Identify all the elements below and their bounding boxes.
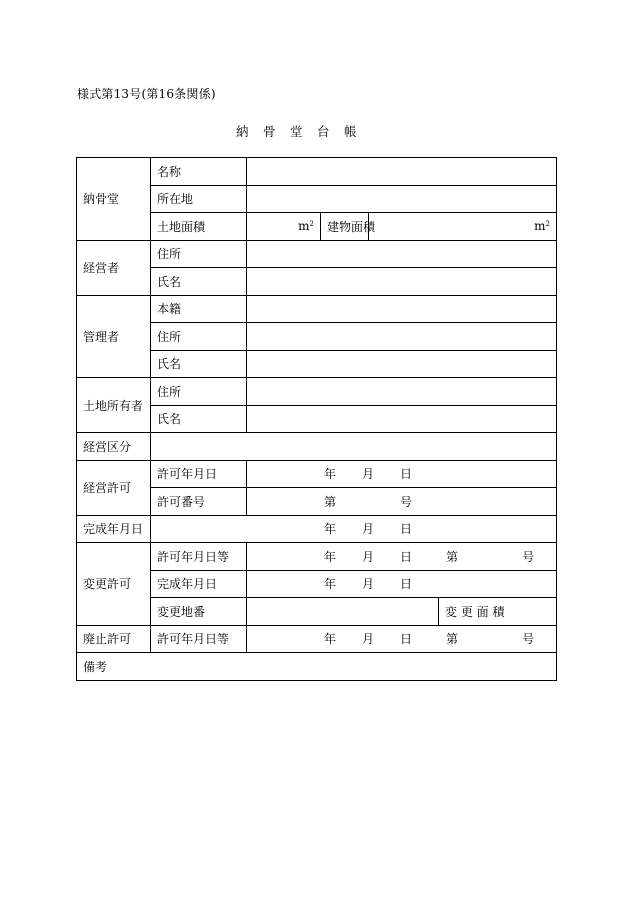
permit-section-label: 経営許可 [77,460,151,515]
manager-domicile-field[interactable] [247,295,557,323]
month-label: 月 [362,632,375,647]
document-title: 納 骨 堂 台 帳 [236,124,358,139]
building-area-label: 建物面積 [321,213,369,241]
day-label: 日 [400,549,413,564]
address-label: 住所 [151,323,247,351]
change-permit-date-label: 許可年月日等 [151,543,247,571]
permit-number-field[interactable] [247,488,557,516]
year-label: 年 [324,549,337,564]
ossuary-register-table [76,157,557,681]
table-row [77,295,557,323]
change-permit-date-field[interactable] [247,543,557,571]
month-label: 月 [362,522,375,537]
ossuary-name-field[interactable] [247,158,557,186]
permit-date-label: 許可年月日 [151,460,247,488]
year-label: 年 [324,522,337,537]
table-row [77,625,557,653]
location-label: 所在地 [151,185,247,213]
table-row [77,460,557,488]
change-completion-date-field[interactable] [247,570,557,598]
month-label: 月 [362,549,375,564]
month-label: 月 [362,577,375,592]
remarks-area[interactable] [77,653,557,681]
number-prefix-label: 第 [324,494,337,509]
table-row [77,543,557,571]
table-row [77,378,557,406]
table-row [77,158,557,186]
ossuary-section-label: 納骨堂 [77,158,151,241]
day-label: 日 [400,467,413,482]
name-label: 氏名 [151,350,247,378]
day-label: 日 [400,632,413,647]
manager-section-label: 管理者 [77,295,151,378]
form-number: 様式第13号(第16条関係) [77,87,216,101]
table-row [77,240,557,268]
completion-label: 完成年月日 [77,515,151,543]
domicile-label: 本籍 [151,295,247,323]
manager-address-field[interactable] [247,323,557,351]
day-label: 日 [400,577,413,592]
table-row [77,515,557,543]
landowner-name-field[interactable] [247,405,557,433]
unit-label: m [534,219,546,234]
change-completion-label: 完成年月日 [151,570,247,598]
unit-label: m [298,219,310,234]
number-prefix-label: 第 [446,549,459,564]
year-label: 年 [324,467,337,482]
permit-number-label: 許可番号 [151,488,247,516]
unit-exponent: 2 [309,220,314,229]
completion-date-field[interactable] [151,515,557,543]
month-label: 月 [362,467,375,482]
change-lot-label: 変更地番 [151,598,247,626]
table-row [77,653,557,681]
manager-name-field[interactable] [247,350,557,378]
abolition-section-label: 廃止許可 [77,625,151,653]
building-area-field[interactable] [369,213,557,241]
landowner-address-field[interactable] [247,378,557,406]
change-section-label: 変更許可 [77,543,151,626]
change-lot-field[interactable] [247,598,439,626]
day-label: 日 [400,522,413,537]
year-label: 年 [324,632,337,647]
number-prefix-label: 第 [446,632,459,647]
abolition-permit-date-label: 許可年月日等 [151,625,247,653]
name-label: 名称 [151,158,247,186]
address-label: 住所 [151,240,247,268]
permit-date-field[interactable] [247,460,557,488]
land-area-field[interactable] [247,213,321,241]
number-suffix-label: 号 [522,549,535,564]
remarks-label: 備考 [83,659,108,674]
number-suffix-label: 号 [522,632,535,647]
operator-address-field[interactable] [247,240,557,268]
ossuary-location-field[interactable] [247,185,557,213]
category-label: 経営区分 [77,433,151,461]
operator-name-field[interactable] [247,268,557,296]
address-label: 住所 [151,378,247,406]
change-area-label: 変 更 面 積 [439,598,557,626]
number-suffix-label: 号 [400,494,413,509]
table-row [77,433,557,461]
unit-exponent: 2 [545,220,550,229]
abolition-permit-date-field[interactable] [247,625,557,653]
category-field[interactable] [151,433,557,461]
landowner-section-label: 土地所有者 [77,378,151,433]
name-label: 氏名 [151,268,247,296]
operator-section-label: 経営者 [77,240,151,295]
name-label: 氏名 [151,405,247,433]
year-label: 年 [324,577,337,592]
land-area-label: 土地面積 [151,213,247,241]
